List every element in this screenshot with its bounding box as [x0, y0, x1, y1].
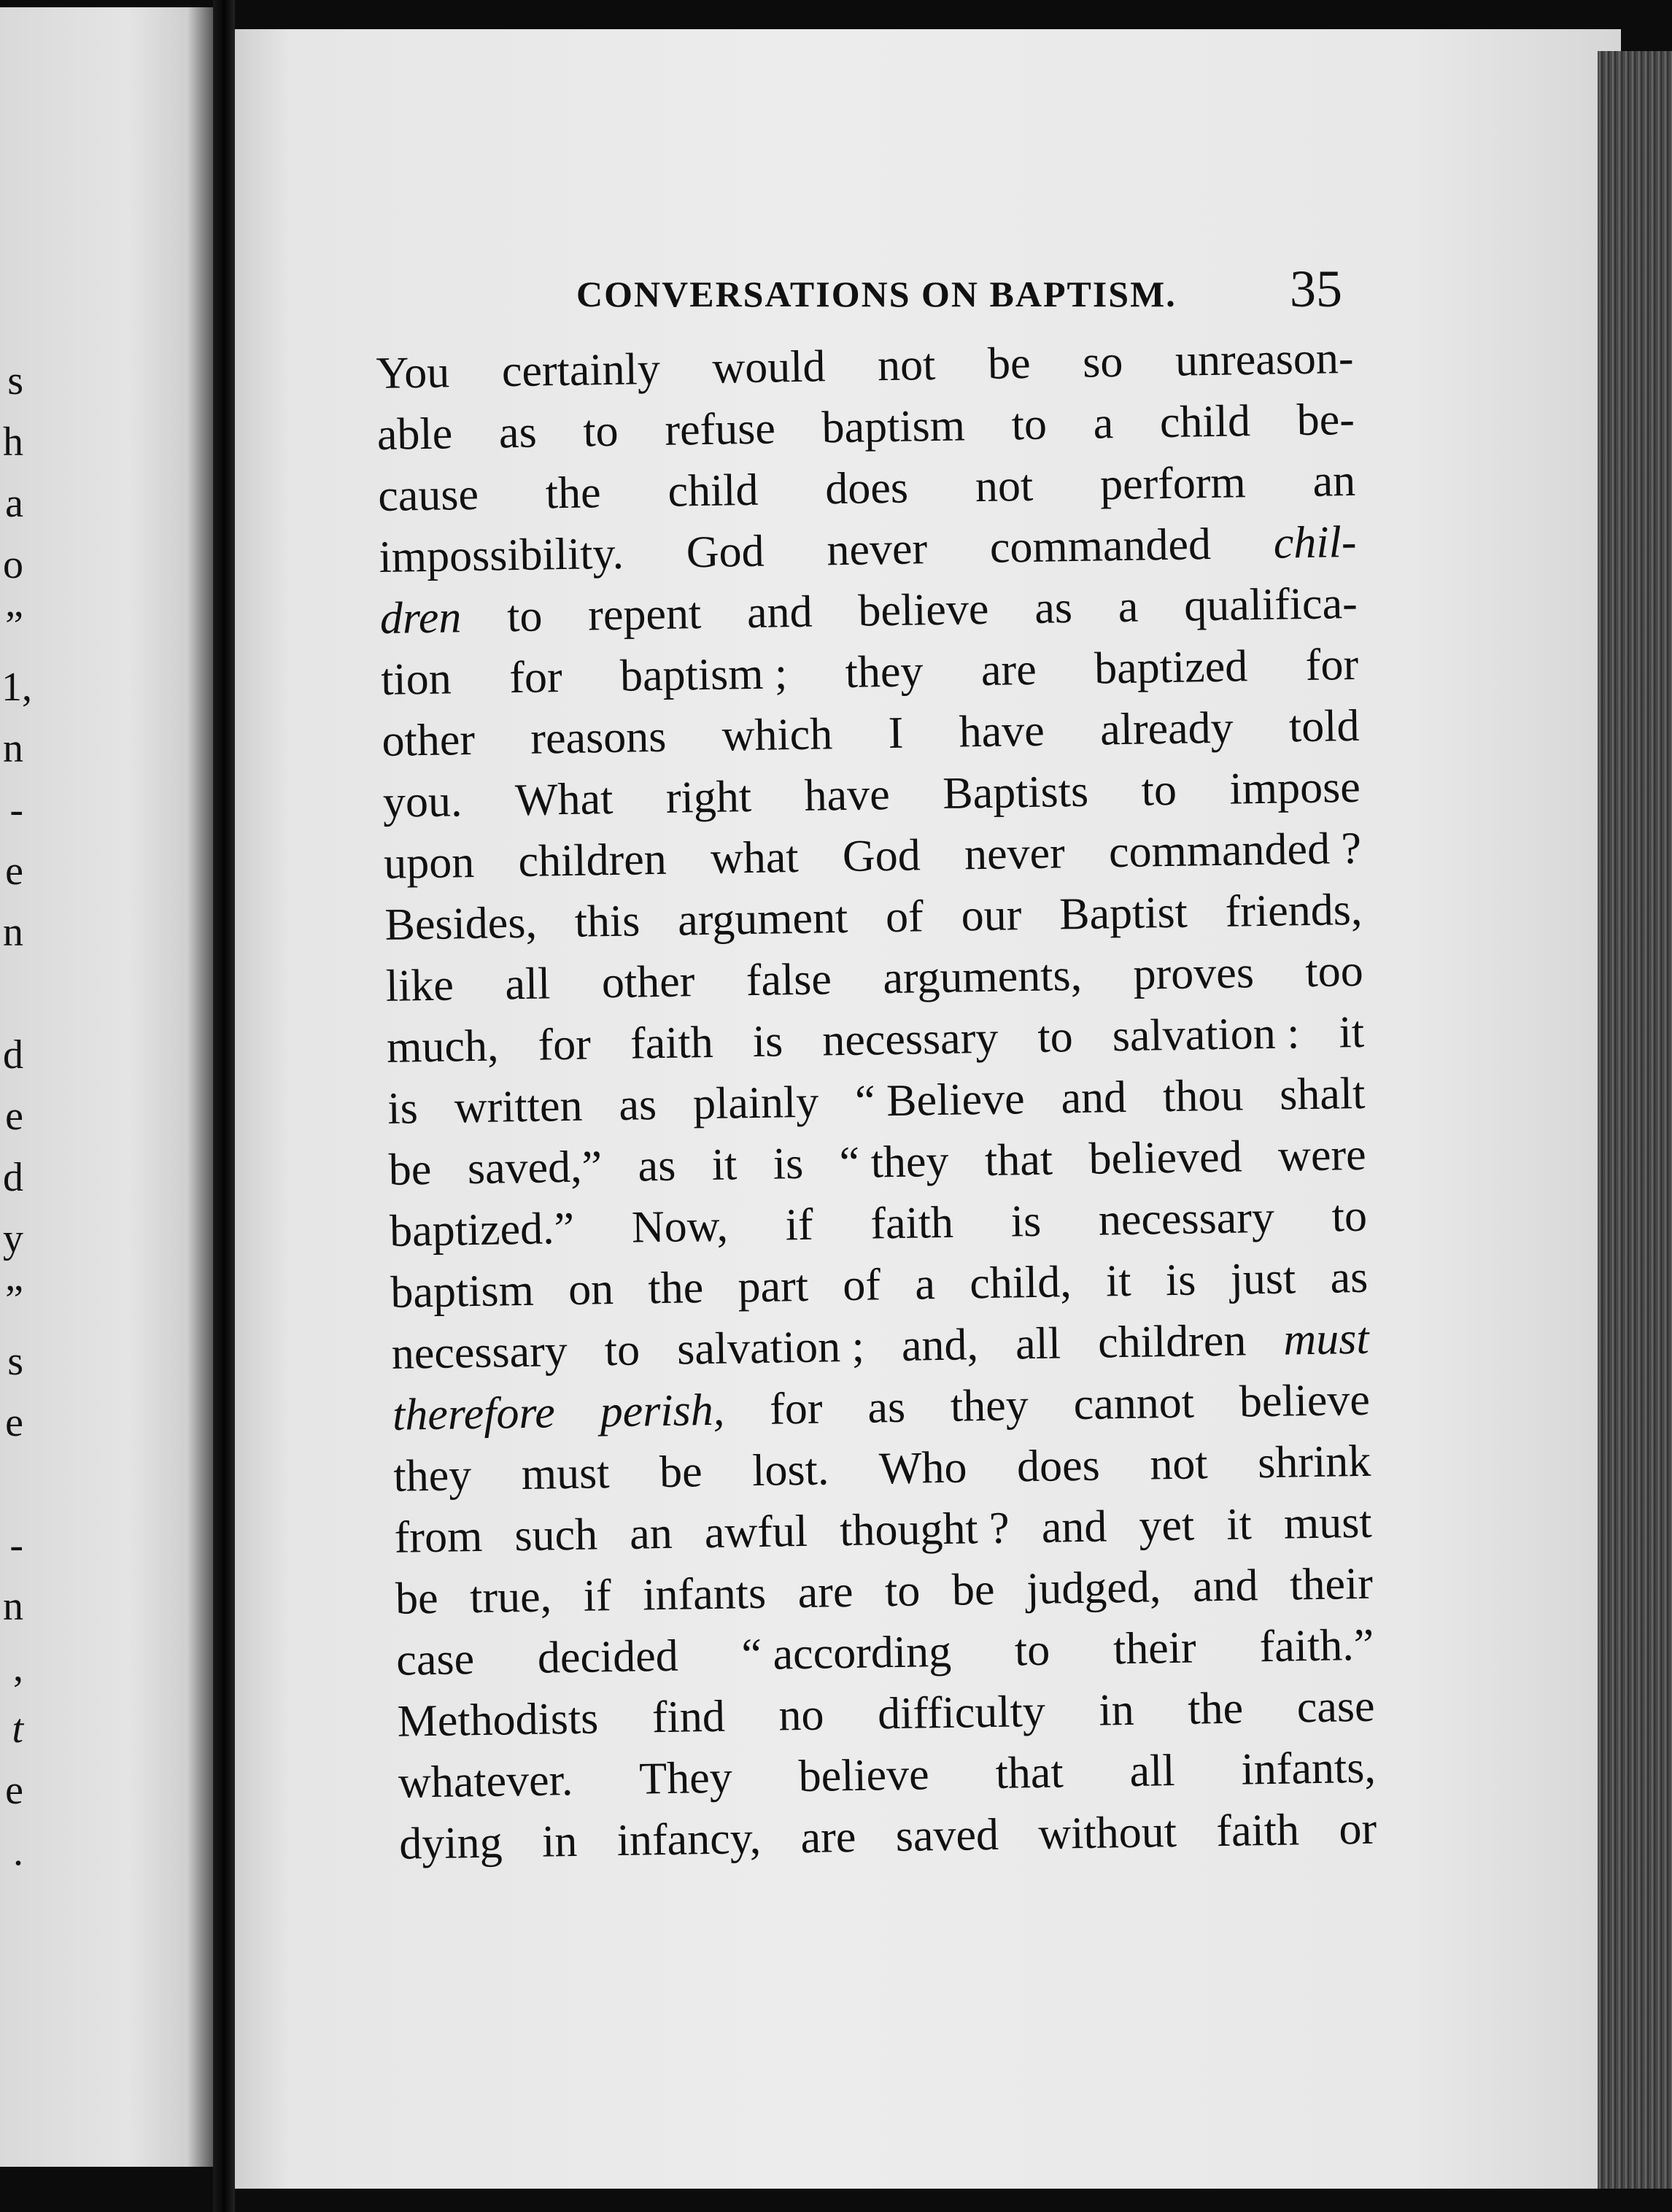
word: as [498, 407, 538, 458]
word: be [951, 1564, 996, 1615]
word: impossibility. [379, 528, 624, 582]
word: case [395, 1634, 475, 1685]
word: much, [386, 1021, 499, 1072]
word: children [518, 834, 667, 887]
facing-page-glyph: - [9, 1523, 23, 1568]
word: perish, [600, 1385, 725, 1437]
word: argument [677, 892, 848, 945]
facing-page-glyph: n [3, 726, 23, 771]
facing-page-glyph: t [12, 1706, 23, 1752]
word: for [508, 652, 563, 703]
word: on [568, 1264, 614, 1315]
word: not [975, 460, 1034, 512]
word: be [987, 338, 1032, 389]
word: child [1159, 396, 1251, 448]
word: for [538, 1019, 592, 1070]
word: be- [1296, 394, 1355, 446]
word: to [1014, 1625, 1050, 1676]
word: so [1082, 336, 1123, 387]
facing-page-glyph [1, 963, 23, 1024]
word: able [376, 409, 453, 460]
word: I [888, 708, 904, 759]
word: faith [1215, 1805, 1300, 1857]
word: it [1339, 1007, 1365, 1058]
word: to [582, 406, 619, 457]
word: to [506, 591, 543, 642]
word: without [1037, 1807, 1177, 1859]
word: baptism [390, 1265, 535, 1318]
word: that [995, 1747, 1064, 1798]
word: as [867, 1382, 906, 1433]
word: qualifica- [1183, 578, 1358, 631]
facing-page-glyph: e [5, 1400, 23, 1445]
facing-page-glyph: n [3, 1584, 23, 1629]
word: have [804, 770, 891, 821]
word: is [773, 1138, 804, 1189]
word: to [1037, 1012, 1074, 1062]
word: already [1099, 703, 1234, 755]
word: necessary [391, 1326, 568, 1379]
word: reasons [530, 711, 667, 764]
word: would [711, 341, 826, 393]
word: certainly [501, 344, 661, 397]
word: that [984, 1134, 1053, 1186]
word: and [1192, 1561, 1259, 1612]
word: their [1112, 1623, 1197, 1674]
word: God [686, 526, 765, 578]
facing-page-glyph: a [5, 481, 23, 526]
word: the [1187, 1683, 1244, 1734]
word: for [769, 1383, 823, 1434]
word: tion [380, 654, 452, 705]
book-gutter [213, 0, 235, 2212]
word: baptized.” [389, 1203, 575, 1256]
word: perform [1099, 457, 1247, 510]
word: as [1330, 1252, 1369, 1303]
word: you. [382, 776, 462, 827]
word: as [638, 1140, 676, 1191]
word: Baptists [942, 766, 1089, 819]
facing-page-glyph: s [7, 1339, 23, 1384]
word: baptism [821, 401, 966, 453]
word: commanded ? [1108, 823, 1362, 878]
word: is [387, 1083, 419, 1134]
word: cause [377, 469, 479, 521]
word: is [1010, 1196, 1042, 1247]
word: true, [469, 1571, 552, 1623]
facing-page-glyph: d [3, 1155, 23, 1200]
word: the [647, 1263, 704, 1314]
word: Who [878, 1442, 967, 1494]
word: plainly [692, 1077, 819, 1129]
word: What [514, 773, 614, 826]
word: or [1338, 1803, 1377, 1855]
word: in [541, 1816, 578, 1867]
word: which [721, 709, 833, 761]
word: as [1034, 583, 1073, 633]
word: to [1011, 399, 1048, 450]
word: too [1304, 945, 1364, 997]
word: children [1097, 1315, 1247, 1368]
word: never [826, 524, 928, 576]
facing-page-glyph: s [7, 358, 23, 403]
word: to [1141, 765, 1177, 816]
word: false [746, 954, 832, 1006]
facing-page-glyph: - [9, 787, 23, 832]
page-edge-stack [1598, 51, 1672, 2189]
word: part [738, 1261, 809, 1312]
word: child [667, 465, 759, 517]
word: therefore [392, 1388, 556, 1440]
word: whatever. [398, 1755, 573, 1808]
word: case [1296, 1681, 1376, 1733]
word: “ they [839, 1136, 950, 1188]
facing-page-glyph: o [3, 542, 23, 587]
word: no [778, 1690, 825, 1741]
word: to [884, 1566, 921, 1617]
word: necessary [821, 1013, 999, 1066]
word: and [1041, 1501, 1107, 1552]
word: Besides, [384, 897, 538, 950]
word: such [514, 1509, 598, 1561]
word: were [1277, 1129, 1367, 1181]
facing-page-glyph: d [3, 1032, 23, 1078]
facing-page-glyph: y [3, 1216, 23, 1261]
word: from [394, 1511, 483, 1563]
word: is [1165, 1255, 1196, 1306]
word: believed [1088, 1132, 1243, 1184]
word: salvation : [1112, 1008, 1300, 1061]
word: all [1015, 1318, 1061, 1369]
word: must [521, 1448, 610, 1500]
word: it [711, 1140, 738, 1190]
word: is [752, 1016, 783, 1067]
page-number: 35 [1290, 260, 1342, 318]
word: thou [1162, 1070, 1244, 1122]
word: right [665, 771, 752, 823]
word: if [583, 1571, 612, 1621]
word: be [395, 1573, 439, 1624]
word: arguments, [882, 950, 1083, 1004]
word: believe [857, 584, 989, 636]
facing-page-glyph: n [3, 910, 23, 955]
facing-page-glyph [1, 1453, 23, 1515]
word: impose [1229, 762, 1361, 814]
word: infancy, [616, 1813, 762, 1866]
word: saved,” [467, 1142, 603, 1194]
word: dying [398, 1817, 503, 1869]
word: if [785, 1199, 814, 1250]
word: must [1283, 1497, 1373, 1549]
word: lost. [751, 1445, 829, 1496]
word: other [601, 956, 695, 1008]
word: baptized [1094, 641, 1248, 694]
word: to [604, 1325, 640, 1376]
word: difficulty [877, 1686, 1046, 1739]
word: have [959, 705, 1045, 757]
word: be [388, 1144, 432, 1195]
word: our [961, 890, 1022, 941]
word: baptism ; [619, 649, 788, 701]
word: decided [537, 1631, 679, 1683]
word: Now, [631, 1201, 729, 1253]
body-text [376, 328, 1377, 1875]
word: this [574, 896, 640, 947]
word: infants, [1241, 1742, 1377, 1795]
word: the [545, 468, 602, 519]
word: shalt [1279, 1068, 1366, 1120]
word: to [1331, 1191, 1368, 1242]
word: not [1149, 1439, 1209, 1490]
word: must [1282, 1313, 1370, 1365]
facing-page-glyph: e [5, 1094, 23, 1139]
header-title: CONVERSATIONS ON BAPTISM. [576, 274, 1177, 314]
word: and [1061, 1072, 1127, 1124]
word: “ according [741, 1626, 952, 1680]
word: cannot [1073, 1377, 1195, 1430]
word: are [980, 644, 1037, 696]
word: believe [1239, 1374, 1371, 1427]
word: child, [969, 1257, 1072, 1309]
facing-page-glyph: e [5, 848, 23, 894]
word: and, [901, 1320, 979, 1371]
word: chil- [1273, 517, 1357, 568]
word: yet [1138, 1500, 1195, 1551]
word: Baptist [1058, 887, 1188, 940]
word: dren [379, 592, 462, 643]
word: proves [1133, 948, 1255, 999]
word: You [376, 347, 450, 398]
word: of [885, 892, 924, 943]
facing-page-glyph: ” [5, 1277, 23, 1323]
word: shrink [1257, 1436, 1371, 1488]
word: They [638, 1752, 733, 1804]
word: and [746, 587, 813, 638]
word: judged, [1026, 1562, 1161, 1614]
word: their [1289, 1558, 1374, 1610]
word: it [1226, 1499, 1253, 1550]
facing-page-glyph: h [3, 419, 23, 465]
word: written [454, 1080, 583, 1133]
word: friends, [1225, 884, 1363, 937]
word: unreason- [1174, 333, 1354, 386]
facing-page-glyph: e [5, 1768, 23, 1813]
word: a [914, 1259, 936, 1310]
word: as [618, 1080, 657, 1130]
word: are [800, 1811, 856, 1863]
word: a [1118, 581, 1139, 633]
word: salvation ; [676, 1321, 865, 1374]
word: thought ? [839, 1503, 1010, 1556]
word: never [964, 828, 1066, 880]
word: Methodists [397, 1693, 599, 1747]
word: told [1288, 700, 1360, 752]
word: faith.” [1258, 1620, 1374, 1672]
word: of [842, 1260, 881, 1311]
word: believe [798, 1749, 930, 1802]
word: they [950, 1380, 1029, 1431]
word: find [651, 1691, 726, 1743]
word: does [824, 463, 909, 514]
word: are [797, 1566, 854, 1618]
word: repent [587, 589, 702, 641]
word: not [877, 339, 936, 391]
facing-page-glyph: 1, [1, 665, 32, 710]
word: an [629, 1508, 673, 1559]
word: what [710, 832, 800, 883]
word: upon [383, 837, 475, 889]
word: all [504, 959, 551, 1010]
word: infants [642, 1568, 767, 1620]
word: God [842, 830, 921, 882]
word: they [392, 1450, 472, 1501]
left-page-cropped-text [0, 350, 32, 1897]
word: they [845, 646, 924, 697]
word: for [1305, 639, 1359, 691]
facing-page-glyph: , [13, 1645, 23, 1690]
word: be [659, 1447, 703, 1498]
facing-page-glyph: ” [5, 603, 23, 649]
word: necessary [1098, 1192, 1275, 1245]
word: an [1312, 455, 1356, 506]
running-head [576, 259, 1342, 325]
word: a [1093, 398, 1114, 449]
word: like [385, 960, 454, 1011]
left-facing-page [0, 7, 213, 2167]
word: faith [630, 1017, 714, 1069]
word: “ Believe [854, 1074, 1026, 1126]
word: does [1016, 1440, 1101, 1492]
word: commanded [989, 519, 1212, 573]
word: just [1230, 1253, 1296, 1304]
word: saved [895, 1809, 999, 1862]
facing-page-glyph: . [13, 1829, 23, 1874]
word: other [382, 714, 476, 766]
word: awful [704, 1506, 808, 1558]
word: faith [870, 1197, 954, 1249]
word: all [1129, 1746, 1176, 1797]
word: it [1105, 1256, 1132, 1307]
word: in [1098, 1685, 1135, 1736]
word: refuse [664, 403, 776, 455]
